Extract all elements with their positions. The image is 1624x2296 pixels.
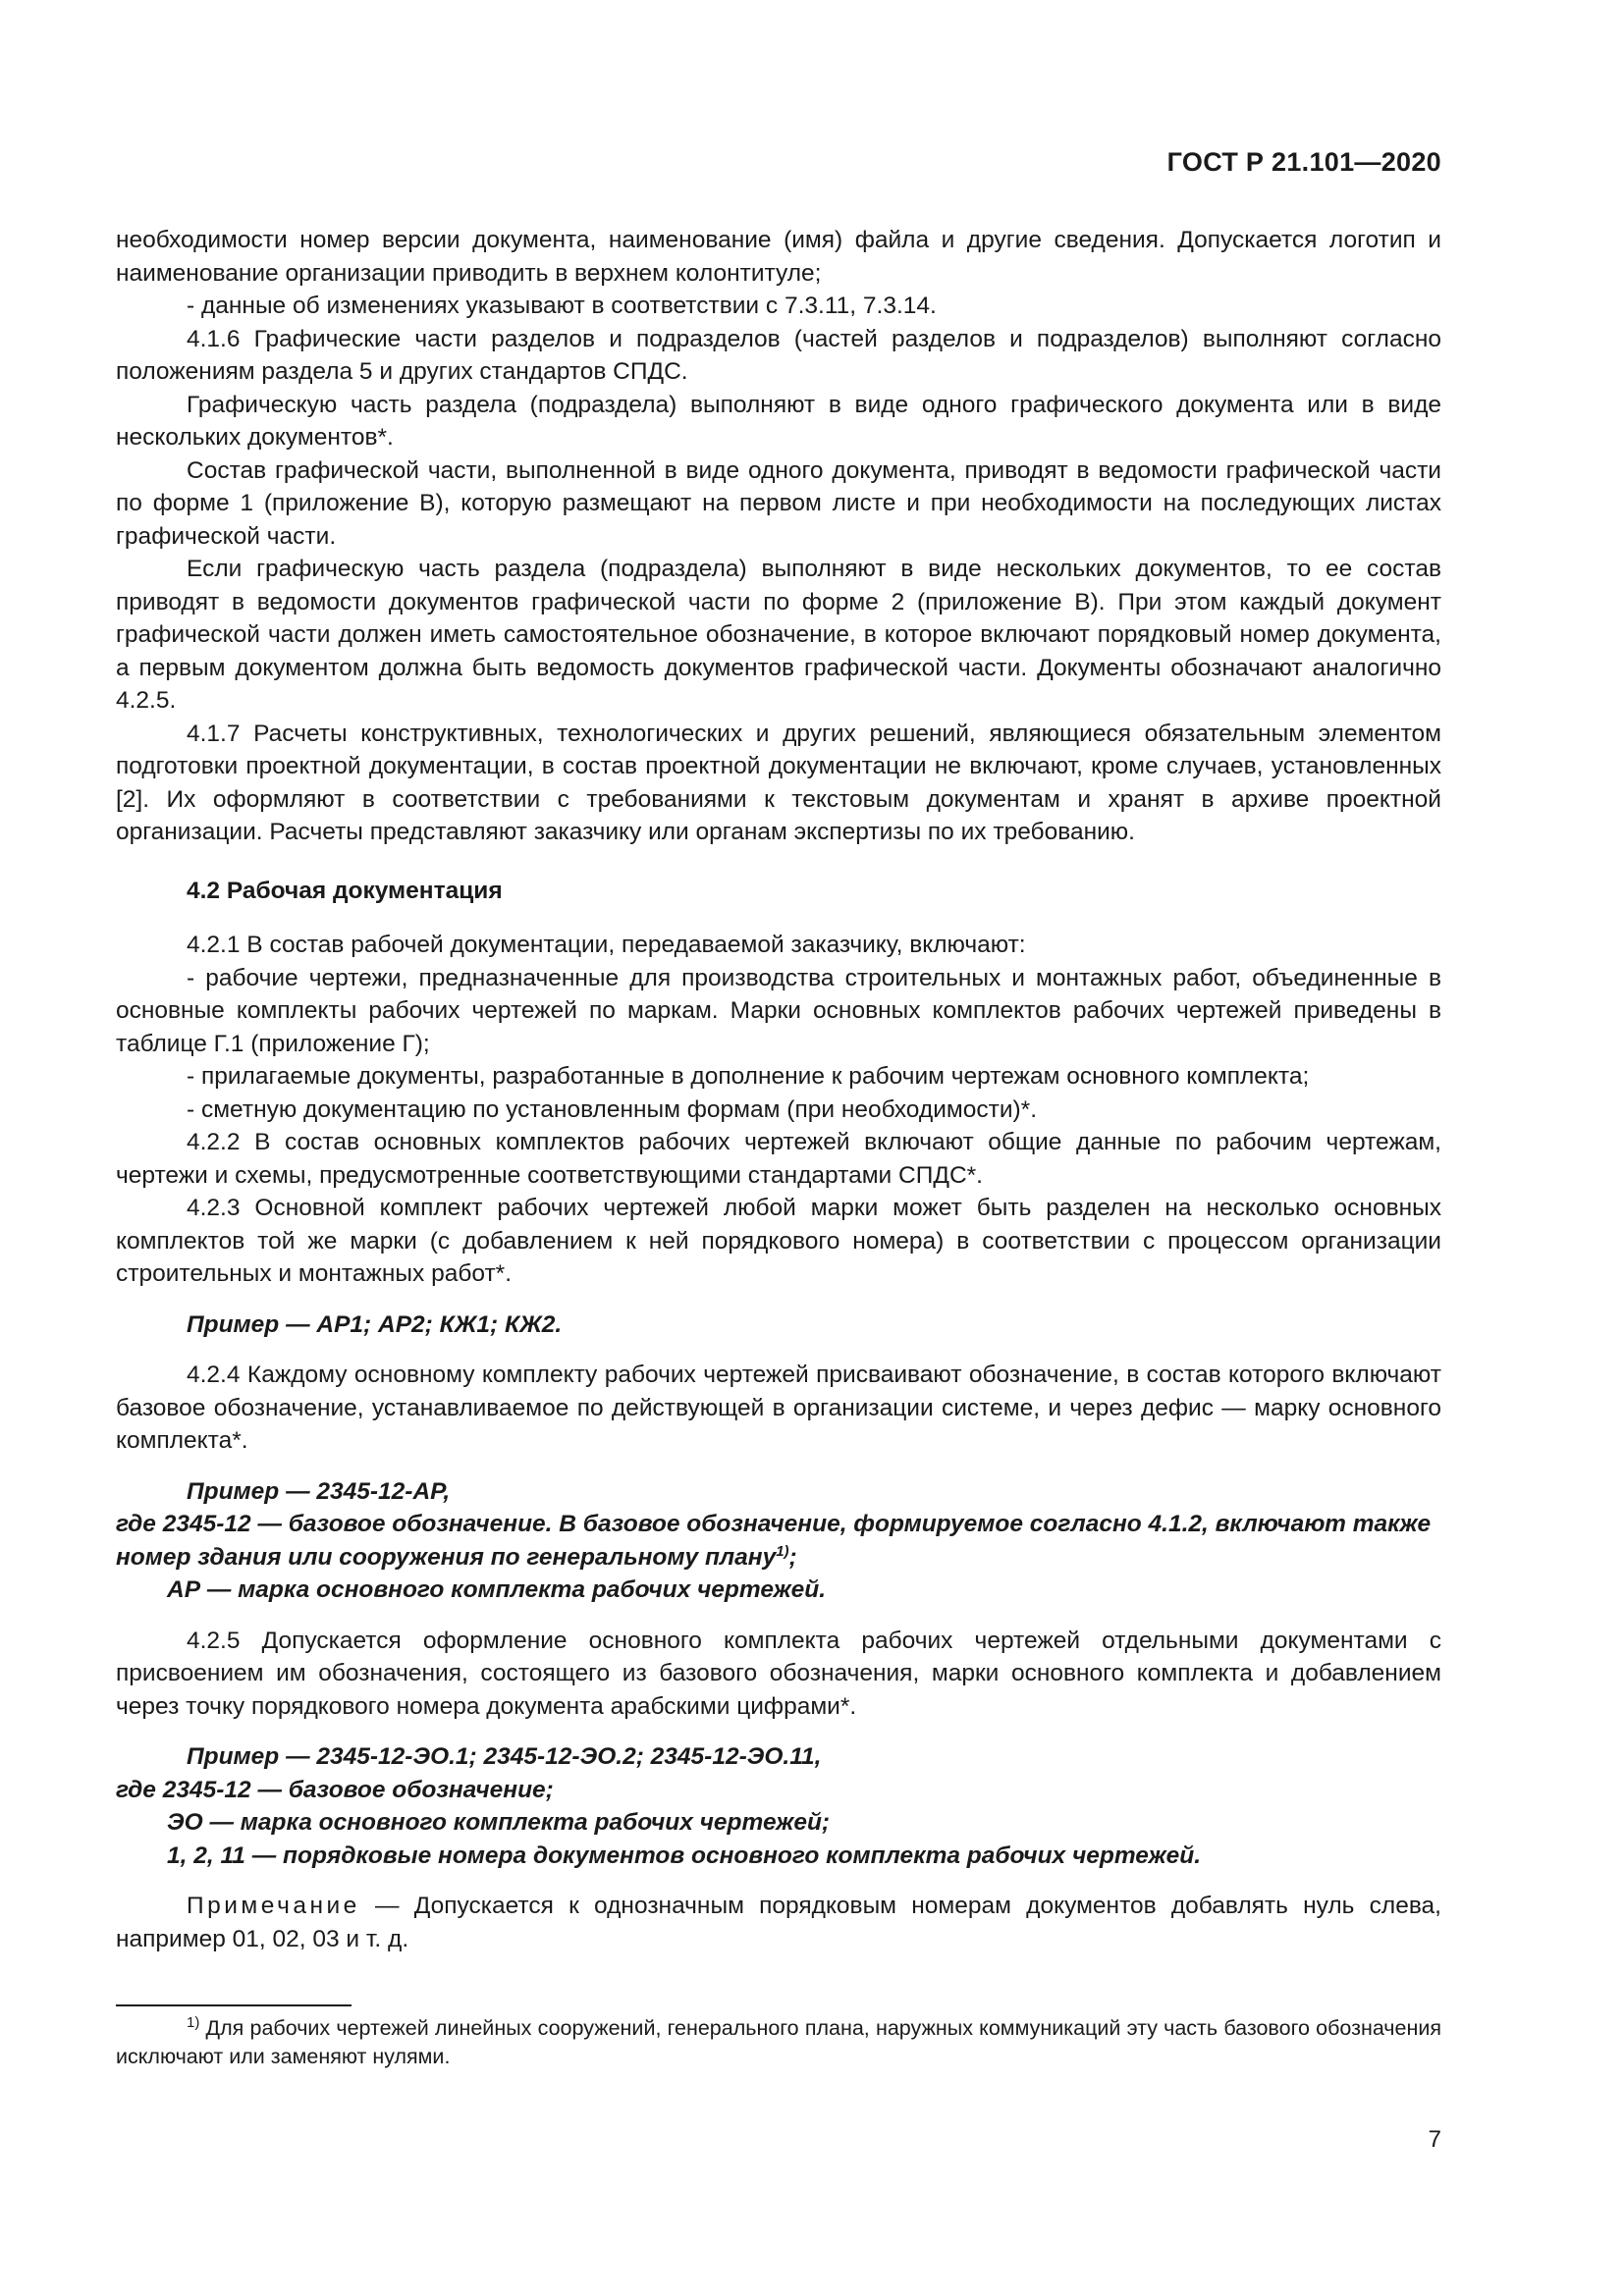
section-heading: 4.2 Рабочая документация <box>187 877 503 904</box>
example-text: ; <box>788 1543 797 1571</box>
note-text: — Допускается к однозначным порядковым номерам документов добавлять нуль слева, например 01, 02, 03 и т. д. <box>116 1893 1441 1952</box>
example-line: Пример — АР1; АР2; КЖ1; КЖ2. <box>187 1310 563 1338</box>
paragraph: необходимости номер версии документа, наименование (имя) файла и другие сведения. Допускается логотип и наименование организации приводить в верхнем колонтитуле; <box>116 227 1441 287</box>
example-line: АР — марка основного комплекта рабочих чертежей. <box>167 1576 827 1603</box>
example-line: где 2345-12 — базовое обозначение; <box>116 1776 554 1803</box>
body-text <box>116 224 1441 1955</box>
list-item: - прилагаемые документы, разработанные в дополнение к рабочим чертежам основного комплекта; <box>187 1063 1310 1090</box>
footnote-mark: 1) <box>187 2013 200 2031</box>
page-number: 7 <box>1428 2126 1441 2153</box>
footnote-text <box>116 2014 1441 2071</box>
example-line: 1, 2, 11 — порядковые номера документов основного комплекта рабочих чертежей. <box>167 1842 1202 1869</box>
example-line: ЭО — марка основного комплекта рабочих чертежей; <box>167 1809 831 1836</box>
document-page <box>116 0 1441 2296</box>
paragraph: Если графическую часть раздела (подраздела) выполняют в виде нескольких документов, то ее состав приводят в ведомости документов графической части по форме 2 (приложение В). При этом каждый документ графической части должен иметь самостоятельное обозначение, в которое включают порядковый номер документа, а первым документом должна быть ведомость документов графической части. Документы обозначают аналогично 4.2.5. <box>116 556 1441 714</box>
footnote <box>116 2014 1441 2071</box>
paragraph: 4.2.5 Допускается оформление основного комплекта рабочих чертежей отдельными документами с присвоением им обозначения, состоящего из базового обозначения, марки основного комплекта и добавлением через точку порядкового номера документа арабскими цифрами*. <box>116 1627 1441 1720</box>
example-line: Пример — 2345-12-ЭО.1; 2345-12-ЭО.2; 2345-12-ЭО.11, <box>187 1743 822 1770</box>
example-line: Пример — 2345-12-АР, <box>187 1477 451 1505</box>
example-block <box>116 1475 1441 1607</box>
example-text: где 2345-12 — базовое обозначение. В базовое обозначение, формируемое согласно 4.1.2, включают также номер здания или сооружения по генеральному плану <box>116 1511 1432 1571</box>
paragraph: Графическую часть раздела (подраздела) выполняют в виде одного графического документа или в виде нескольких документов*. <box>116 391 1441 451</box>
paragraph: Состав графической части, выполненной в виде одного документа, приводят в ведомости графической части по форме 1 (приложение В), которую размещают на первом листе и при необходимости на последующих листах графической части. <box>116 456 1441 550</box>
footnote-divider <box>116 2004 352 2006</box>
list-item: - рабочие чертежи, предназначенные для производства строительных и монтажных работ, объединенные в основные комплекты рабочих чертежей по маркам. Марки основных комплектов рабочих чертежей приведены в таблице Г.1 (приложение Г); <box>116 964 1441 1057</box>
paragraph: 4.2.4 Каждому основному комплекту рабочих чертежей присваивают обозначение, в состав которого включают базовое обозначение, устанавливаемое по действующей в организации системе, и через дефис — марку основного комплекта*. <box>116 1362 1441 1454</box>
list-item: - данные об изменениях указывают в соответствии с 7.3.11, 7.3.14. <box>187 293 937 319</box>
note <box>116 1890 1441 1955</box>
paragraph: 4.2.2 В состав основных комплектов рабочих чертежей включают общие данные по рабочим чертежам, чертежи и схемы, предусмотренные соответствующими стандартами СПДС*. <box>116 1129 1441 1189</box>
paragraph: 4.1.6 Графические части разделов и подразделов (частей разделов и подразделов) выполняют согласно положениям раздела 5 и других стандартов СПДС. <box>116 325 1441 385</box>
paragraph: 4.2.3 Основной комплект рабочих чертежей любой марки может быть разделен на несколько основных комплектов той же марки (с добавлением к ней порядкового номера) в соответствии с процессом организации строительных и монтажных работ*. <box>116 1195 1441 1287</box>
list-item: - сметную документацию по установленным формам (при необходимости)*. <box>187 1095 1038 1123</box>
example-block <box>116 1740 1441 1872</box>
example-line <box>116 1508 1441 1574</box>
footnote-reference: 1) <box>776 1542 789 1560</box>
paragraph: 4.1.7 Расчеты конструктивных, технологических и других решений, являющиеся обязательным элементом подготовки проектной документации, в состав проектной документации не включают, кроме случаев, установленных [2]. Их оформляют в соответствии с требованиями к текстовым документам и хранят в архиве проектной организации. Расчеты представляют заказчику или органам экспертизы по их требованию. <box>116 720 1441 845</box>
paragraph: 4.2.1 В состав рабочей документации, передаваемой заказчику, включают: <box>187 932 1026 958</box>
page-header-standard: ГОСТ Р 21.101—2020 <box>1166 147 1441 177</box>
footnote-body: Для рабочих чертежей линейных сооружений, генерального плана, наружных коммуникаций эту часть базового обозначения исключают или заменяют нулями. <box>116 2016 1441 2068</box>
note-label: Примечание <box>187 1893 360 1919</box>
